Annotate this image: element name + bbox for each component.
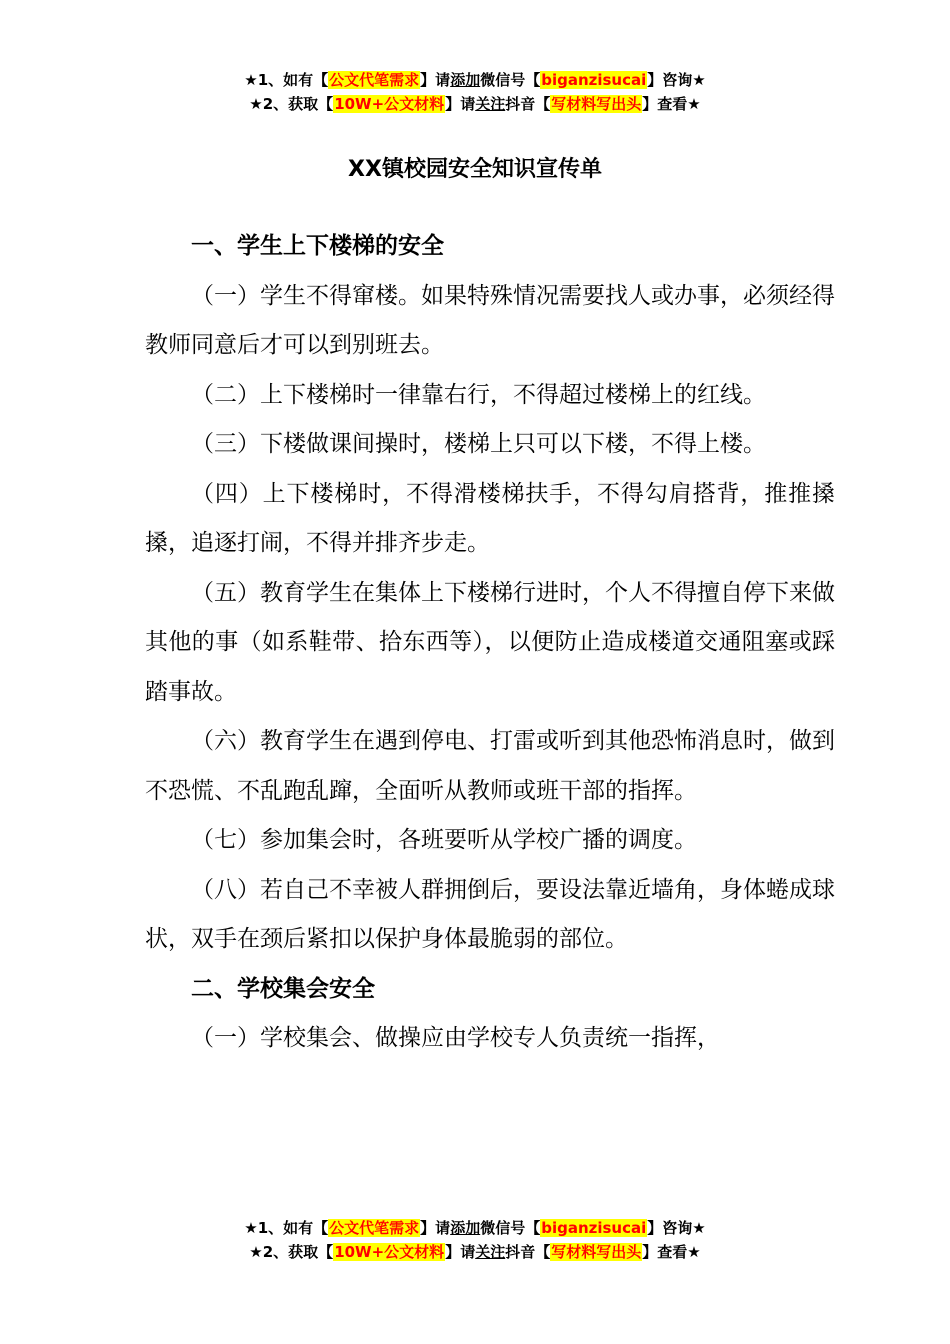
document-body — [145, 222, 835, 1064]
highlight-service: 公文代笔需求 — [329, 71, 420, 89]
paragraph: （五）教育学生在集体上下楼梯行进时，个人不得擅自停下来做其他的事（如系鞋带、拾东西等），以便防止造成楼道交通阻塞或踩踏事故。 — [145, 579, 835, 705]
paragraph: （三）下楼做课间操时，楼梯上只可以下楼，不得上楼。 — [191, 431, 766, 457]
paragraph: （二）上下楼梯时一律靠右行，不得超过楼梯上的红线。 — [191, 381, 766, 408]
top-banner — [0, 68, 950, 116]
paragraph: （八）若自己不幸被人群拥倒后，要设法靠近墙角，身体蜷成球状，双手在颈后紧扣以保护身体最脆弱的部位。 — [145, 876, 835, 952]
highlight-wechat-id: biganzisucai — [541, 1219, 647, 1237]
highlight-douyin-name: 写材料写出头 — [551, 95, 642, 113]
section-heading: 二、学校集会安全 — [191, 975, 375, 1002]
banner-line-2: ★2、获取【10W+公文材料】请关注抖音【写材料写出头】查看★ — [249, 95, 701, 113]
highlight-douyin-name: 写材料写出头 — [551, 1243, 642, 1261]
paragraph: （四）上下楼梯时，不得滑楼梯扶手，不得勾肩搭背，推推搡搡，追逐打闹，不得并排齐步走。 — [145, 480, 835, 556]
banner-line-1: ★1、如有【公文代笔需求】请添加微信号【biganzisucai】咨询★ — [244, 1219, 706, 1237]
banner-line-1: ★1、如有【公文代笔需求】请添加微信号【biganzisucai】咨询★ — [244, 71, 706, 89]
paragraph: （一）学生不得窜楼。如果特殊情况需要找人或办事，必须经得教师同意后才可以到别班去。 — [145, 282, 835, 358]
highlight-materials: 10W+公文材料 — [334, 95, 445, 113]
document-title: XX镇校园安全知识宣传单 — [348, 157, 602, 182]
highlight-materials: 10W+公文材料 — [334, 1243, 445, 1261]
paragraph: （六）教育学生在遇到停电、打雷或听到其他恐怖消息时，做到不恐慌、不乱跑乱蹿，全面听从教师或班干部的指挥。 — [145, 728, 835, 804]
paragraph: （一）学校集会、做操应由学校专人负责统一指挥， — [191, 1025, 720, 1051]
banner-line-2: ★2、获取【10W+公文材料】请关注抖音【写材料写出头】查看★ — [249, 1243, 701, 1261]
bottom-banner — [0, 1216, 950, 1264]
section-heading: 一、学生上下楼梯的安全 — [191, 233, 444, 259]
highlight-wechat-id: biganzisucai — [541, 71, 647, 89]
paragraph: （七）参加集会时，各班要听从学校广播的调度。 — [191, 827, 697, 853]
highlight-service: 公文代笔需求 — [329, 1219, 420, 1237]
